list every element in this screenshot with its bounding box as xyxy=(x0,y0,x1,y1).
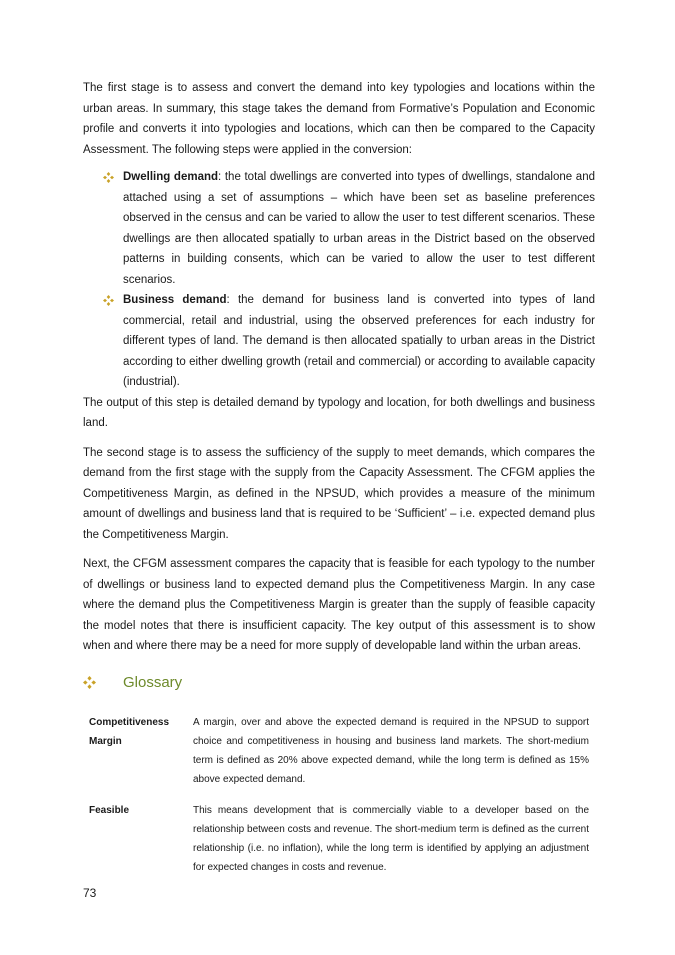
glossary-row xyxy=(89,713,599,789)
glossary-term-line: Feasible xyxy=(89,804,130,816)
four-diamond-bullet-icon xyxy=(103,167,115,187)
glossary-term xyxy=(89,801,193,877)
glossary-term-line: Margin xyxy=(89,735,122,747)
second-stage-paragraph: The second stage is to assess the sufficiency of the supply to meet demands, which compares the demand from the first stage with the supply from the Capacity Assessment. The CFGM applies the Competitiveness Margin, as defined in the NPSUD, which provides a measure of the minimum amount of dwellings and business land that is required to be ‘Sufficient’ – i.e. expected demand plus the Competitiveness Margin. xyxy=(83,446,595,541)
list-item-business-demand xyxy=(83,290,595,393)
four-diamond-heading-icon xyxy=(83,676,96,694)
glossary-row xyxy=(89,801,599,877)
glossary-definition: A margin, over and above the expected demand is required in the NPSUD to support choice and competitiveness in housing and business land markets. The short-medium term is defined as 20% above expected demand, while the long term is defined as 15% above expected demand. xyxy=(193,716,589,785)
page-number: 73 xyxy=(83,886,97,900)
bullet-text: : the demand for business land is converted into types of land commercial, retail and industrial, using the observed preferences for each industry for different types of land. The demand is then allocated spatially to urban areas in the District according to either dwelling growth (retail and commercial) or according to available capacity (industrial). xyxy=(123,294,595,388)
bullet-term: Business demand xyxy=(123,294,227,306)
bullet-text: : the total dwellings are converted into types of dwellings, standalone and attached using a set of assumptions – which have been set as baseline preferences observed in the census and can be varied to allow the user to test different scenarios. These dwellings are then allocated spatially to urban areas in the District based on the observed patterns in building consents, which can be varied to allow the user to test different scenarios. xyxy=(123,171,595,286)
list-item-dwelling-demand xyxy=(83,167,595,290)
intro-paragraph: The first stage is to assess and convert the demand into key typologies and locations within the urban areas. In summary, this stage takes the demand from Formative’s Population and Economic profile and converts it into typologies and locations, which can then be compared to the Capacity Assessment. The following steps were applied in the conversion: xyxy=(83,82,595,156)
page-content xyxy=(83,78,595,889)
glossary-term xyxy=(89,713,193,789)
glossary-table xyxy=(89,713,599,877)
output-paragraph: The output of this step is detailed demand by typology and location, for both dwellings and business land. xyxy=(83,396,595,429)
bullet-term: Dwelling demand xyxy=(123,171,219,183)
next-paragraph: Next, the CFGM assessment compares the capacity that is feasible for each typology to the number of dwellings or business land to expected demand plus the Competitiveness Margin. In any case where the demand plus the Competitiveness Margin is greater than the supply of feasible capacity the model notes that there is insufficient capacity. The key output of this assessment is to show when and where there may be a need for more supply of developable land within the urban areas. xyxy=(83,558,595,652)
four-diamond-bullet-icon xyxy=(103,290,115,310)
glossary-definition: This means development that is commercially viable to a developer based on the relationship between costs and revenue. The short-medium term is defined as the current relationship (i.e. no inflation), while the long term is identified by applying an adjustment for expected changes in costs and revenue. xyxy=(193,804,589,873)
glossary-term-line: Competitiveness xyxy=(89,716,170,728)
glossary-title: Glossary xyxy=(123,673,183,691)
conversion-steps-list xyxy=(83,167,595,393)
glossary-heading xyxy=(83,671,595,695)
